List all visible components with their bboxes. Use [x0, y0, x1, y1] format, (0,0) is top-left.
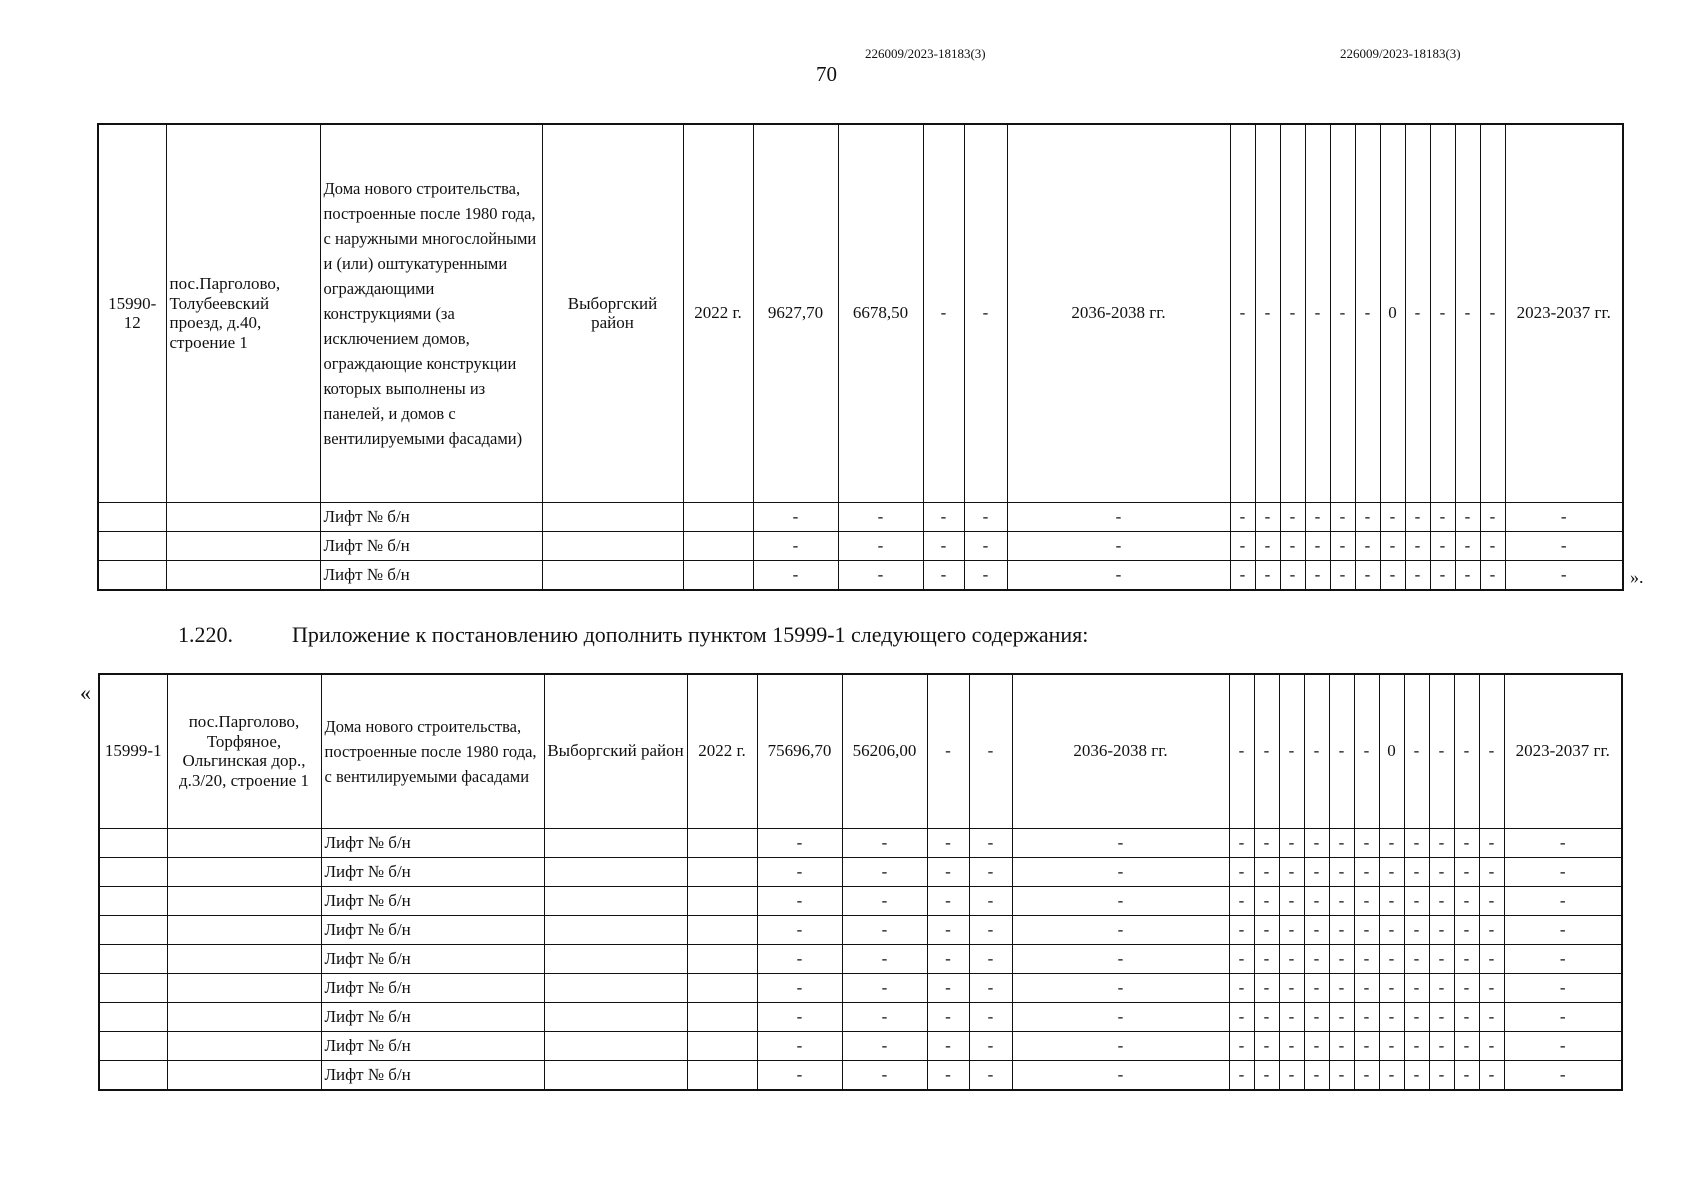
flag-cell: - — [1280, 124, 1305, 502]
object-year: 2022 г. — [687, 674, 757, 828]
lift-rows — [99, 828, 1622, 1090]
flag-cell: - — [1304, 674, 1329, 828]
lift-row: Лифт № б/н - - - - - - - - - - - - - - - - - — [99, 886, 1622, 915]
registration-number-center: 226009/2023-18183(3) — [865, 46, 986, 61]
register-table-1 — [97, 123, 1624, 591]
flag-cell: - — [1255, 124, 1280, 502]
lift-row: Лифт № б/н - - - - - - - - - - - - - - - - - — [99, 857, 1622, 886]
object-number: 15990-12 — [98, 124, 166, 502]
object-district: Выборгский район — [542, 124, 683, 502]
lift-name: Лифт № б/н — [321, 944, 544, 973]
lift-name: Лифт № б/н — [321, 828, 544, 857]
lift-row: Лифт № б/н - - - - - - - - - - - - - - - - - — [99, 1060, 1622, 1090]
object-address: пос.Парголово, Торфяное, Ольгинская дор., д.3/20, строение 1 — [167, 674, 321, 828]
closing-quote: ». — [1630, 567, 1644, 587]
object-repair-period: 2036-2038 гг. — [1012, 674, 1229, 828]
lift-row: Лифт № б/н - - - - - - - - - - - - - - - - - — [98, 531, 1623, 560]
flag-cell: - — [1405, 124, 1430, 502]
page-number: 70 — [816, 62, 837, 86]
lift-name: Лифт № б/н — [321, 915, 544, 944]
registration-number-right: 226009/2023-18183(3) — [1340, 46, 1461, 61]
item-number: 1.220. — [178, 622, 233, 647]
flag-cell: - — [1305, 124, 1330, 502]
flag-cell: - — [1430, 124, 1455, 502]
lift-name: Лифт № б/н — [320, 560, 542, 590]
flag-cell: - — [1404, 674, 1429, 828]
flag-cell: - — [1230, 124, 1255, 502]
object-value-cell: - — [923, 124, 964, 502]
lift-name: Лифт № б/н — [321, 1031, 544, 1060]
flag-cell: - — [1229, 674, 1254, 828]
lift-name: Лифт № б/н — [320, 502, 542, 531]
lift-name: Лифт № б/н — [321, 1060, 544, 1090]
flag-cell: - — [1479, 674, 1504, 828]
lift-row: Лифт № б/н - - - - - - - - - - - - - - - - - — [98, 560, 1623, 590]
flag-cell: - — [1329, 674, 1354, 828]
lift-row: Лифт № б/н - - - - - - - - - - - - - - - - - — [98, 502, 1623, 531]
table-row — [99, 674, 1622, 828]
lift-name: Лифт № б/н — [321, 973, 544, 1002]
object-area-total: 9627,70 — [753, 124, 838, 502]
flag-cell: - — [1330, 124, 1355, 502]
lift-name: Лифт № б/н — [321, 886, 544, 915]
flag-cell: - — [1279, 674, 1304, 828]
flag-cell: - — [1354, 674, 1379, 828]
opening-quote: « — [80, 680, 91, 705]
lift-row: Лифт № б/н - - - - - - - - - - - - - - - - - — [99, 1031, 1622, 1060]
object-category: Дома нового строительства, построенные после 1980 года, с наружными многослойными и (или) оштукатуренными ограждающими конструкциями (за исключением домов, ограждающие конструкции которых выполнены из панелей, и домов с вентилируемыми фасадами) — [320, 124, 542, 502]
object-district: Выборгский район — [544, 674, 687, 828]
object-value-cell: - — [969, 674, 1012, 828]
object-number: 15999-1 — [99, 674, 167, 828]
object-address: пос.Парголово, Толубеевский проезд, д.40, строение 1 — [166, 124, 320, 502]
flag-cell: - — [1480, 124, 1505, 502]
object-area-living: 56206,00 — [842, 674, 927, 828]
flag-cell: 0 — [1380, 124, 1405, 502]
register-table-2 — [98, 673, 1623, 1091]
lift-row: Лифт № б/н - - - - - - - - - - - - - - - - - — [99, 828, 1622, 857]
flag-cell: 0 — [1379, 674, 1404, 828]
lift-name: Лифт № б/н — [321, 1002, 544, 1031]
flag-cell: - — [1454, 674, 1479, 828]
lift-name: Лифт № б/н — [321, 857, 544, 886]
flag-cell: - — [1355, 124, 1380, 502]
object-year: 2022 г. — [683, 124, 753, 502]
flag-cell: - — [1455, 124, 1480, 502]
object-category: Дома нового строительства, построенные после 1980 года, с вентилируемыми фасадами — [321, 674, 544, 828]
table-row — [98, 124, 1623, 502]
lift-row: Лифт № б/н - - - - - - - - - - - - - - - - - — [99, 973, 1622, 1002]
lift-row: Лифт № б/н - - - - - - - - - - - - - - - - - — [99, 915, 1622, 944]
item-text: Приложение к постановлению дополнить пунктом 15999-1 следующего содержания: — [292, 622, 1089, 647]
lift-row: Лифт № б/н - - - - - - - - - - - - - - - - - — [99, 944, 1622, 973]
flag-cell: - — [1429, 674, 1454, 828]
object-area-living: 6678,50 — [838, 124, 923, 502]
object-area-total: 75696,70 — [757, 674, 842, 828]
object-period-2: 2023-2037 гг. — [1505, 124, 1623, 502]
object-value-cell: - — [927, 674, 969, 828]
object-value-cell: - — [964, 124, 1007, 502]
lift-name: Лифт № б/н — [320, 531, 542, 560]
lift-row: Лифт № б/н - - - - - - - - - - - - - - - - - — [99, 1002, 1622, 1031]
object-period-2: 2023-2037 гг. — [1504, 674, 1622, 828]
object-repair-period: 2036-2038 гг. — [1007, 124, 1230, 502]
flag-cell: - — [1254, 674, 1279, 828]
